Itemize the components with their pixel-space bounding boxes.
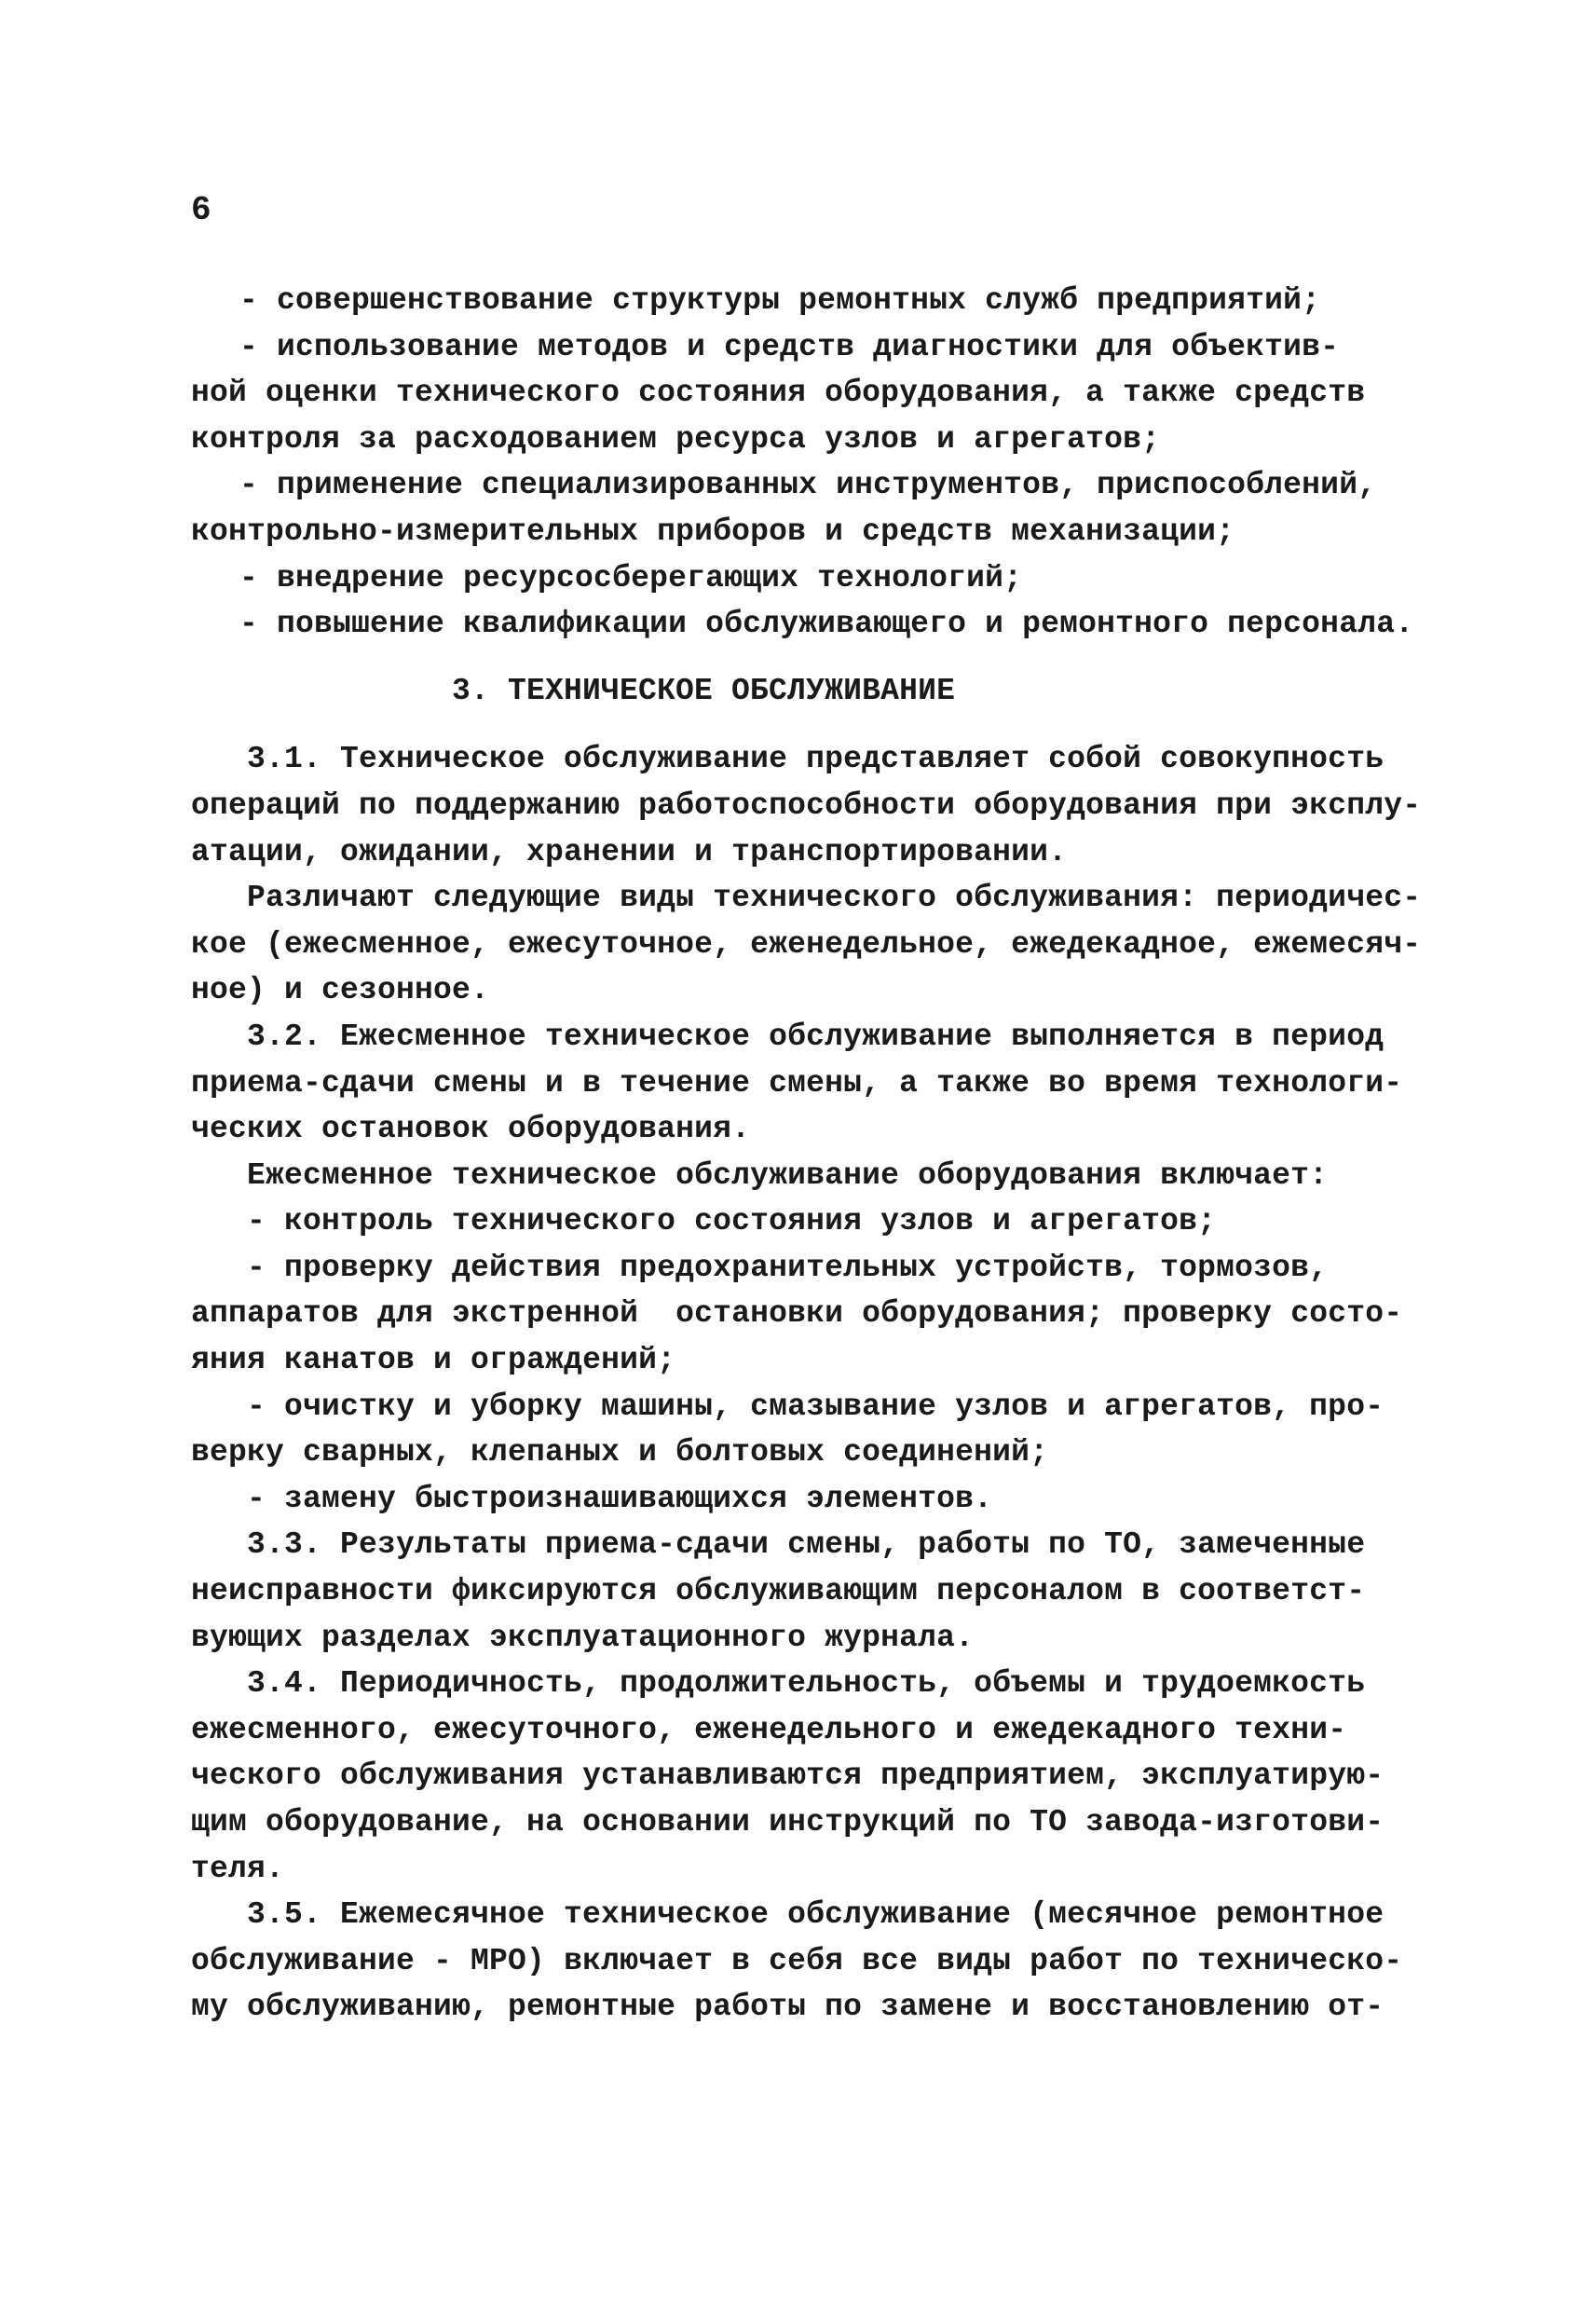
paragraph-line: неисправности фиксируются обслуживающим персоналом в соответст- <box>191 1574 1366 1609</box>
list-item-line: яния канатов и ограждений; <box>191 1343 676 1378</box>
list-item-line: - проверку действия предохранительных устройств, тормозов, <box>247 1250 1329 1285</box>
paragraph-line: атации, ожидании, хранении и транспортировании. <box>191 834 1068 869</box>
paragraph-line: теля. <box>191 1851 285 1886</box>
intro-line: контроля за расходованием ресурса узлов и агрегатов; <box>191 421 1161 457</box>
paragraph-line: 3.2. Ежесменное техническое обслуживание выполняется в период <box>247 1019 1385 1054</box>
list-item-line: - контроль технического состояния узлов и агрегатов; <box>247 1204 1217 1239</box>
intro-line: - повышение квалификации обслуживающего и ремонтного персонала. <box>239 607 1414 642</box>
intro-line: - применение специализированных инструментов, приспособлений, <box>239 468 1377 503</box>
paragraph-line: му обслуживанию, ремонтные работы по замене и восстановлению от- <box>191 1990 1385 2025</box>
list-item-line: верку сварных, клепаных и болтовых соединений; <box>191 1435 1049 1471</box>
paragraph-line: 3.5. Ежемесячное техническое обслуживание (месячное ремонтное <box>247 1897 1385 1933</box>
list-item-line: - очистку и уборку машины, смазывание узлов и агрегатов, про- <box>247 1389 1385 1424</box>
paragraph-line: ческих остановок оборудования. <box>191 1112 751 1147</box>
paragraph-line: обслуживание - МРО) включает в себя все виды работ по техническо- <box>191 1943 1403 1978</box>
intro-line: контрольно-измерительных приборов и средств механизации; <box>191 513 1235 549</box>
paragraph-line: кое (ежесменное, ежесуточное, еженедельное, ежедекадное, ежемесяч- <box>191 926 1422 962</box>
page-number: 6 <box>191 191 211 229</box>
paragraph-line: ное) и сезонное. <box>191 973 490 1008</box>
intro-line: - использование методов и средств диагностики для объектив- <box>239 329 1340 364</box>
list-item-line: - замену быстроизнашивающихся элементов. <box>247 1481 993 1516</box>
paragraph-line: щим оборудование, на основании инструкций по ТО завода-изготови- <box>191 1805 1385 1840</box>
paragraph-line: вующих разделах эксплуатационного журнала. <box>191 1620 975 1655</box>
list-item-line: аппаратов для экстренной остановки оборудования; проверку состо- <box>191 1296 1403 1332</box>
paragraph-line: 3.1. Техническое обслуживание представляет собой совокупность <box>247 742 1385 777</box>
intro-line: - внедрение ресурсосберегающих технологий; <box>239 560 1023 595</box>
intro-line: ной оценки технического состояния оборудования, а также средств <box>191 376 1366 411</box>
section-heading: 3. ТЕХНИЧЕСКОЕ ОБСЛУЖИВАНИЕ <box>452 673 956 708</box>
paragraph-line: приема-сдачи смены и в течение смены, а также во время технологи- <box>191 1065 1403 1101</box>
paragraph-line: 3.3. Результаты приема-сдачи смены, работы по ТО, замеченные <box>247 1527 1366 1563</box>
document-body <box>191 278 1439 2031</box>
paragraph-line: ежесменного, ежесуточного, еженедельного и ежедекадного техни- <box>191 1712 1347 1747</box>
paragraph-line: операций по поддержанию работоспособности оборудования при эксплу- <box>191 787 1422 823</box>
paragraph-line: Различают следующие виды технического обслуживания: периодичес- <box>247 881 1422 916</box>
paragraph-line: ческого обслуживания устанавливаются предприятием, эксплуатирую- <box>191 1758 1385 1794</box>
paragraph-line: 3.4. Периодичность, продолжительность, объемы и трудоемкость <box>247 1666 1366 1702</box>
intro-line: - совершенствование структуры ремонтных служб предприятий; <box>239 283 1321 318</box>
paragraph-line: Ежесменное техническое обслуживание оборудования включает: <box>247 1157 1329 1193</box>
